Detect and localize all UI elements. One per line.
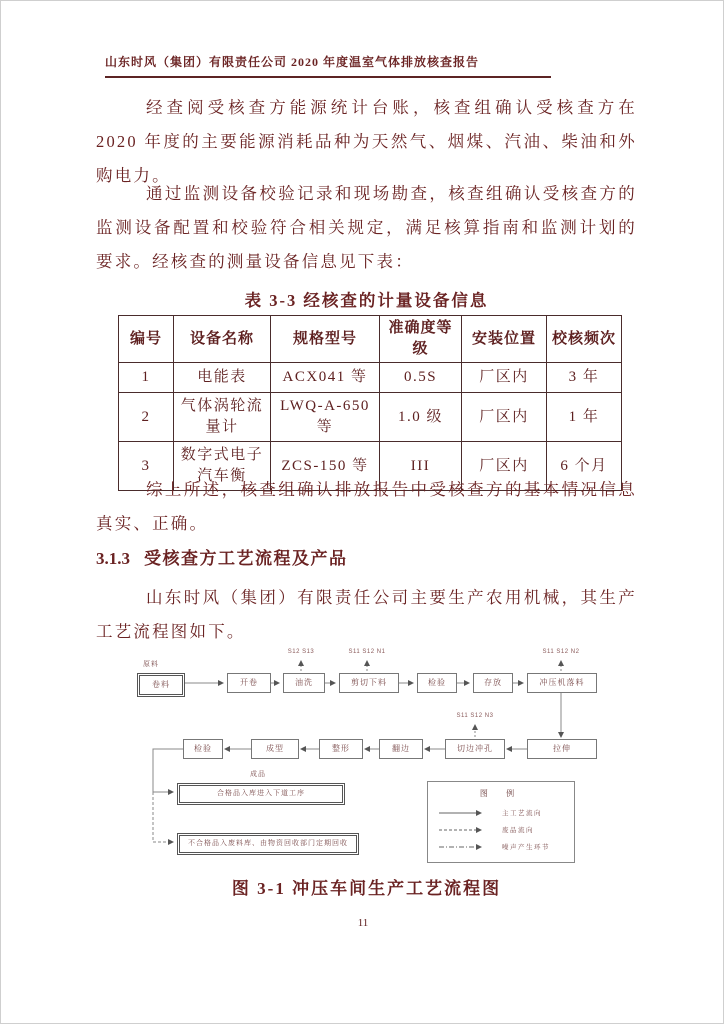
legend-item-scrap-flow — [438, 821, 564, 838]
cell: ACX041 等 — [271, 363, 380, 393]
process-step-reshaping: 整形 — [319, 739, 363, 759]
paragraph-conclusion: 综上所述，核查组确认排放报告中受核查方的基本情况信息真实、正确。 — [96, 480, 637, 533]
section-title: 受核查方工艺流程及产品 — [144, 549, 348, 568]
qualified-output-box: 合格品入库进入下道工序 — [177, 783, 345, 805]
page-header: 山东时风（集团）有限责任公司 2020 年度温室气体排放核查报告 — [105, 53, 551, 78]
solid-arrow-icon — [438, 809, 484, 817]
cell: 1 年 — [547, 393, 622, 442]
process-step-trim-punch: 切边冲孔 — [445, 739, 505, 759]
cell: III — [380, 442, 462, 491]
section-number: 3.1.3 — [96, 549, 130, 568]
cell: 2 — [119, 393, 174, 442]
table-header-row — [119, 316, 622, 363]
process-step-blanking: 冲压机落料 — [527, 673, 597, 693]
legend-label: 主工艺流向 — [502, 810, 542, 817]
noise-note: S11 S12 N1 — [348, 649, 386, 655]
process-step-shear-cut: 剪切下料 — [339, 673, 399, 693]
col-header: 安装位置 — [462, 316, 547, 363]
cell: 1 — [119, 363, 174, 393]
legend-item-noise — [438, 838, 564, 855]
col-header: 编号 — [119, 316, 174, 363]
cell: 厂区内 — [462, 442, 547, 491]
raw-material-label: 原料 — [143, 661, 159, 668]
legend-item-main-flow — [438, 804, 564, 821]
cell: 3 — [119, 442, 174, 491]
unqualified-output-box: 不合格品入废料库、由物资回收部门定期回收 — [177, 833, 359, 855]
cell: 6 个月 — [547, 442, 622, 491]
col-header: 校核频次 — [547, 316, 622, 363]
col-header: 规格型号 — [271, 316, 380, 363]
paragraph-energy-sources: 经查阅受核查方能源统计台账，核查组确认受核查方在 2020 年度的主要能源消耗品种为天然气、烟煤、汽油、柴油和外购电力。 — [96, 98, 637, 185]
cell: 数字式电子汽车衡 — [174, 442, 271, 491]
noise-note: S11 S12 N2 — [542, 649, 580, 655]
section-heading — [96, 544, 348, 569]
legend-label: 噪声产生环节 — [502, 844, 550, 851]
legend-label: 废品流向 — [502, 827, 534, 834]
paragraph-process-intro: 山东时风（集团）有限责任公司主要生产农用机械，其生产工艺流程图如下。 — [96, 588, 637, 641]
cell: 气体涡轮流量计 — [174, 393, 271, 442]
flowchart-legend — [427, 781, 575, 863]
process-step-inspect-2: 检验 — [183, 739, 223, 759]
cell: 厂区内 — [462, 393, 547, 442]
col-header: 准确度等级 — [380, 316, 462, 363]
cell: 1.0 级 — [380, 393, 462, 442]
figure-caption: 图 3-1 冲压车间生产工艺流程图 — [231, 879, 502, 898]
process-step-uncoil: 开卷 — [227, 673, 271, 693]
process-step-oil-wash: 油洗 — [283, 673, 325, 693]
cell: 厂区内 — [462, 363, 547, 393]
col-header: 设备名称 — [174, 316, 271, 363]
process-step-forming: 成型 — [251, 739, 299, 759]
process-step-store: 存放 — [473, 673, 513, 693]
dashed-arrow-icon — [438, 826, 484, 834]
cell: 3 年 — [547, 363, 622, 393]
cell: 电能表 — [174, 363, 271, 393]
cell: LWQ-A-650 等 — [271, 393, 380, 442]
legend-title: 图 例 — [479, 789, 523, 798]
page-number: 11 — [357, 917, 369, 929]
cell: ZCS-150 等 — [271, 442, 380, 491]
table-row — [119, 393, 622, 442]
process-flowchart — [129, 647, 609, 871]
process-step-coil: 卷料 — [137, 673, 185, 697]
table-row — [119, 363, 622, 393]
process-step-inspect-1: 检验 — [417, 673, 457, 693]
paragraph-monitoring-devices: 通过监测设备校验记录和现场勘查，核查组确认受核查方的监测设备配置和校验符合相关规定，满足核算指南和监测计划的要求。经核查的测量设备信息见下表： — [96, 184, 637, 271]
metering-devices-table — [118, 315, 622, 491]
product-label: 成品 — [250, 771, 266, 778]
process-step-drawing: 拉伸 — [527, 739, 597, 759]
process-step-flanging: 翻边 — [379, 739, 423, 759]
noise-note: S12 S13 — [287, 649, 315, 655]
noise-note: S11 S12 N3 — [456, 713, 494, 719]
dash-dot-arrow-icon — [438, 843, 484, 851]
cell: 0.5S — [380, 363, 462, 393]
table-title: 表 3-3 经核查的计量设备信息 — [244, 291, 489, 310]
